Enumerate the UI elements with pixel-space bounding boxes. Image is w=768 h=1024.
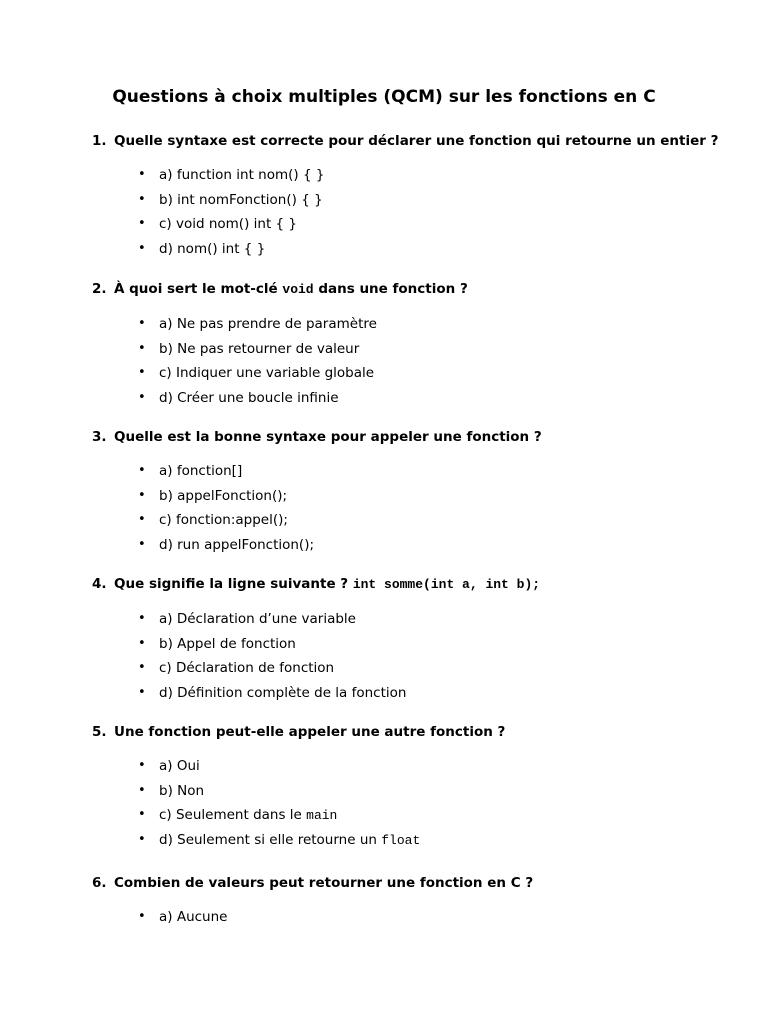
option-c — [92, 658, 732, 683]
question-number: 2. — [92, 281, 107, 297]
question-number: 6. — [92, 875, 107, 891]
question-text — [92, 427, 732, 447]
option-a — [92, 609, 732, 634]
option-label: d) run appelFonction(); — [159, 536, 315, 553]
bullet: • — [138, 340, 146, 356]
option-a — [92, 165, 732, 190]
question-number: 1. — [92, 133, 107, 149]
bullet: • — [138, 536, 146, 552]
option-label: d) Définition complète de la fonction — [159, 684, 407, 701]
bullet: • — [138, 316, 146, 331]
question-number: 4. — [92, 576, 107, 592]
option-label: a) Oui — [159, 758, 200, 774]
question-text — [92, 131, 732, 151]
question-text — [92, 722, 732, 742]
option-d — [92, 535, 732, 560]
options-list — [92, 756, 732, 854]
code-snippet: int somme(int a, int b); — [352, 577, 541, 592]
bullet: • — [138, 487, 146, 503]
options-list — [92, 609, 732, 707]
bullet: • — [138, 807, 146, 822]
option-c — [92, 363, 732, 388]
bullet: • — [138, 782, 146, 798]
code-keyword: main — [306, 808, 338, 823]
question-4 — [92, 574, 732, 707]
option-a — [92, 461, 732, 486]
option-label: d) nom() int { } — [159, 240, 266, 257]
option-label: c) fonction:appel(); — [159, 512, 288, 528]
option-a — [92, 907, 732, 932]
option-label: b) appelFonction(); — [159, 487, 288, 504]
option-label: b) Appel de fonction — [159, 635, 296, 652]
question-2 — [92, 279, 732, 412]
bullet: • — [138, 831, 146, 847]
option-label: a) Aucune — [159, 909, 228, 925]
options-list — [92, 165, 732, 263]
option-d — [92, 830, 732, 855]
option-label: a) Ne pas prendre de paramètre — [159, 316, 377, 332]
option-a — [92, 756, 732, 781]
bullet: • — [138, 684, 146, 700]
option-label: a) Déclaration d’une variable — [159, 611, 356, 627]
option-b — [92, 781, 732, 806]
options-list — [92, 314, 732, 412]
bullet: • — [138, 389, 146, 405]
options-list — [92, 907, 732, 932]
option-label: d) Seulement si elle retourne un — [159, 831, 382, 848]
option-label: b) Ne pas retourner de valeur — [159, 340, 360, 357]
option-a — [92, 314, 732, 339]
code-keyword: void — [282, 282, 314, 297]
option-label: c) Seulement dans le — [159, 807, 307, 823]
bullet: • — [138, 660, 146, 675]
question-text — [92, 574, 732, 595]
bullet: • — [138, 365, 146, 380]
bullet: • — [138, 635, 146, 651]
option-label: c) void nom() int { } — [159, 216, 297, 232]
question-1 — [92, 131, 732, 263]
option-label: c) Déclaration de fonction — [159, 660, 335, 676]
option-label: b) int nomFonction() { } — [159, 191, 323, 208]
option-d — [92, 388, 732, 413]
question-number: 5. — [92, 724, 107, 740]
question-label-end: dans une fonction ? — [313, 281, 468, 297]
option-label: a) function int nom() { } — [159, 167, 325, 183]
bullet: • — [138, 191, 146, 207]
option-b — [92, 486, 732, 511]
bullet: • — [138, 216, 146, 231]
bullet: • — [138, 463, 146, 478]
option-c — [92, 510, 732, 535]
question-number: 3. — [92, 429, 107, 445]
question-label: Combien de valeurs peut retourner une fonction en C ? — [114, 875, 534, 891]
question-text — [92, 873, 732, 893]
bullet: • — [138, 512, 146, 527]
option-label: a) fonction[] — [159, 463, 243, 479]
option-d — [92, 239, 732, 264]
option-c — [92, 214, 732, 239]
option-b — [92, 634, 732, 659]
question-text — [92, 279, 732, 300]
option-d — [92, 683, 732, 708]
option-c — [92, 805, 732, 830]
options-list — [92, 461, 732, 559]
question-5 — [92, 722, 732, 854]
question-label: À quoi sert le mot-clé — [114, 281, 283, 297]
bullet: • — [138, 758, 146, 773]
option-label: b) Non — [159, 782, 205, 799]
question-label: Quelle est la bonne syntaxe pour appeler une fonction ? — [114, 429, 542, 445]
question-6 — [92, 873, 732, 932]
option-b — [92, 190, 732, 215]
question-label: Une fonction peut-elle appeler une autre fonction ? — [114, 724, 506, 740]
bullet: • — [138, 167, 146, 182]
bullet: • — [138, 909, 146, 924]
bullet: • — [138, 611, 146, 626]
question-label: Que signifie la ligne suivante ? — [114, 576, 353, 592]
question-label: Quelle syntaxe est correcte pour déclarer une fonction qui retourne un entier ? — [114, 133, 719, 149]
document-title: Questions à choix multiples (QCM) sur les fonctions en C — [112, 87, 656, 107]
option-b — [92, 339, 732, 364]
question-3 — [92, 427, 732, 559]
code-keyword: float — [381, 832, 421, 848]
option-label: d) Créer une boucle infinie — [159, 389, 339, 406]
option-label: c) Indiquer une variable globale — [159, 365, 375, 381]
bullet: • — [138, 240, 146, 256]
